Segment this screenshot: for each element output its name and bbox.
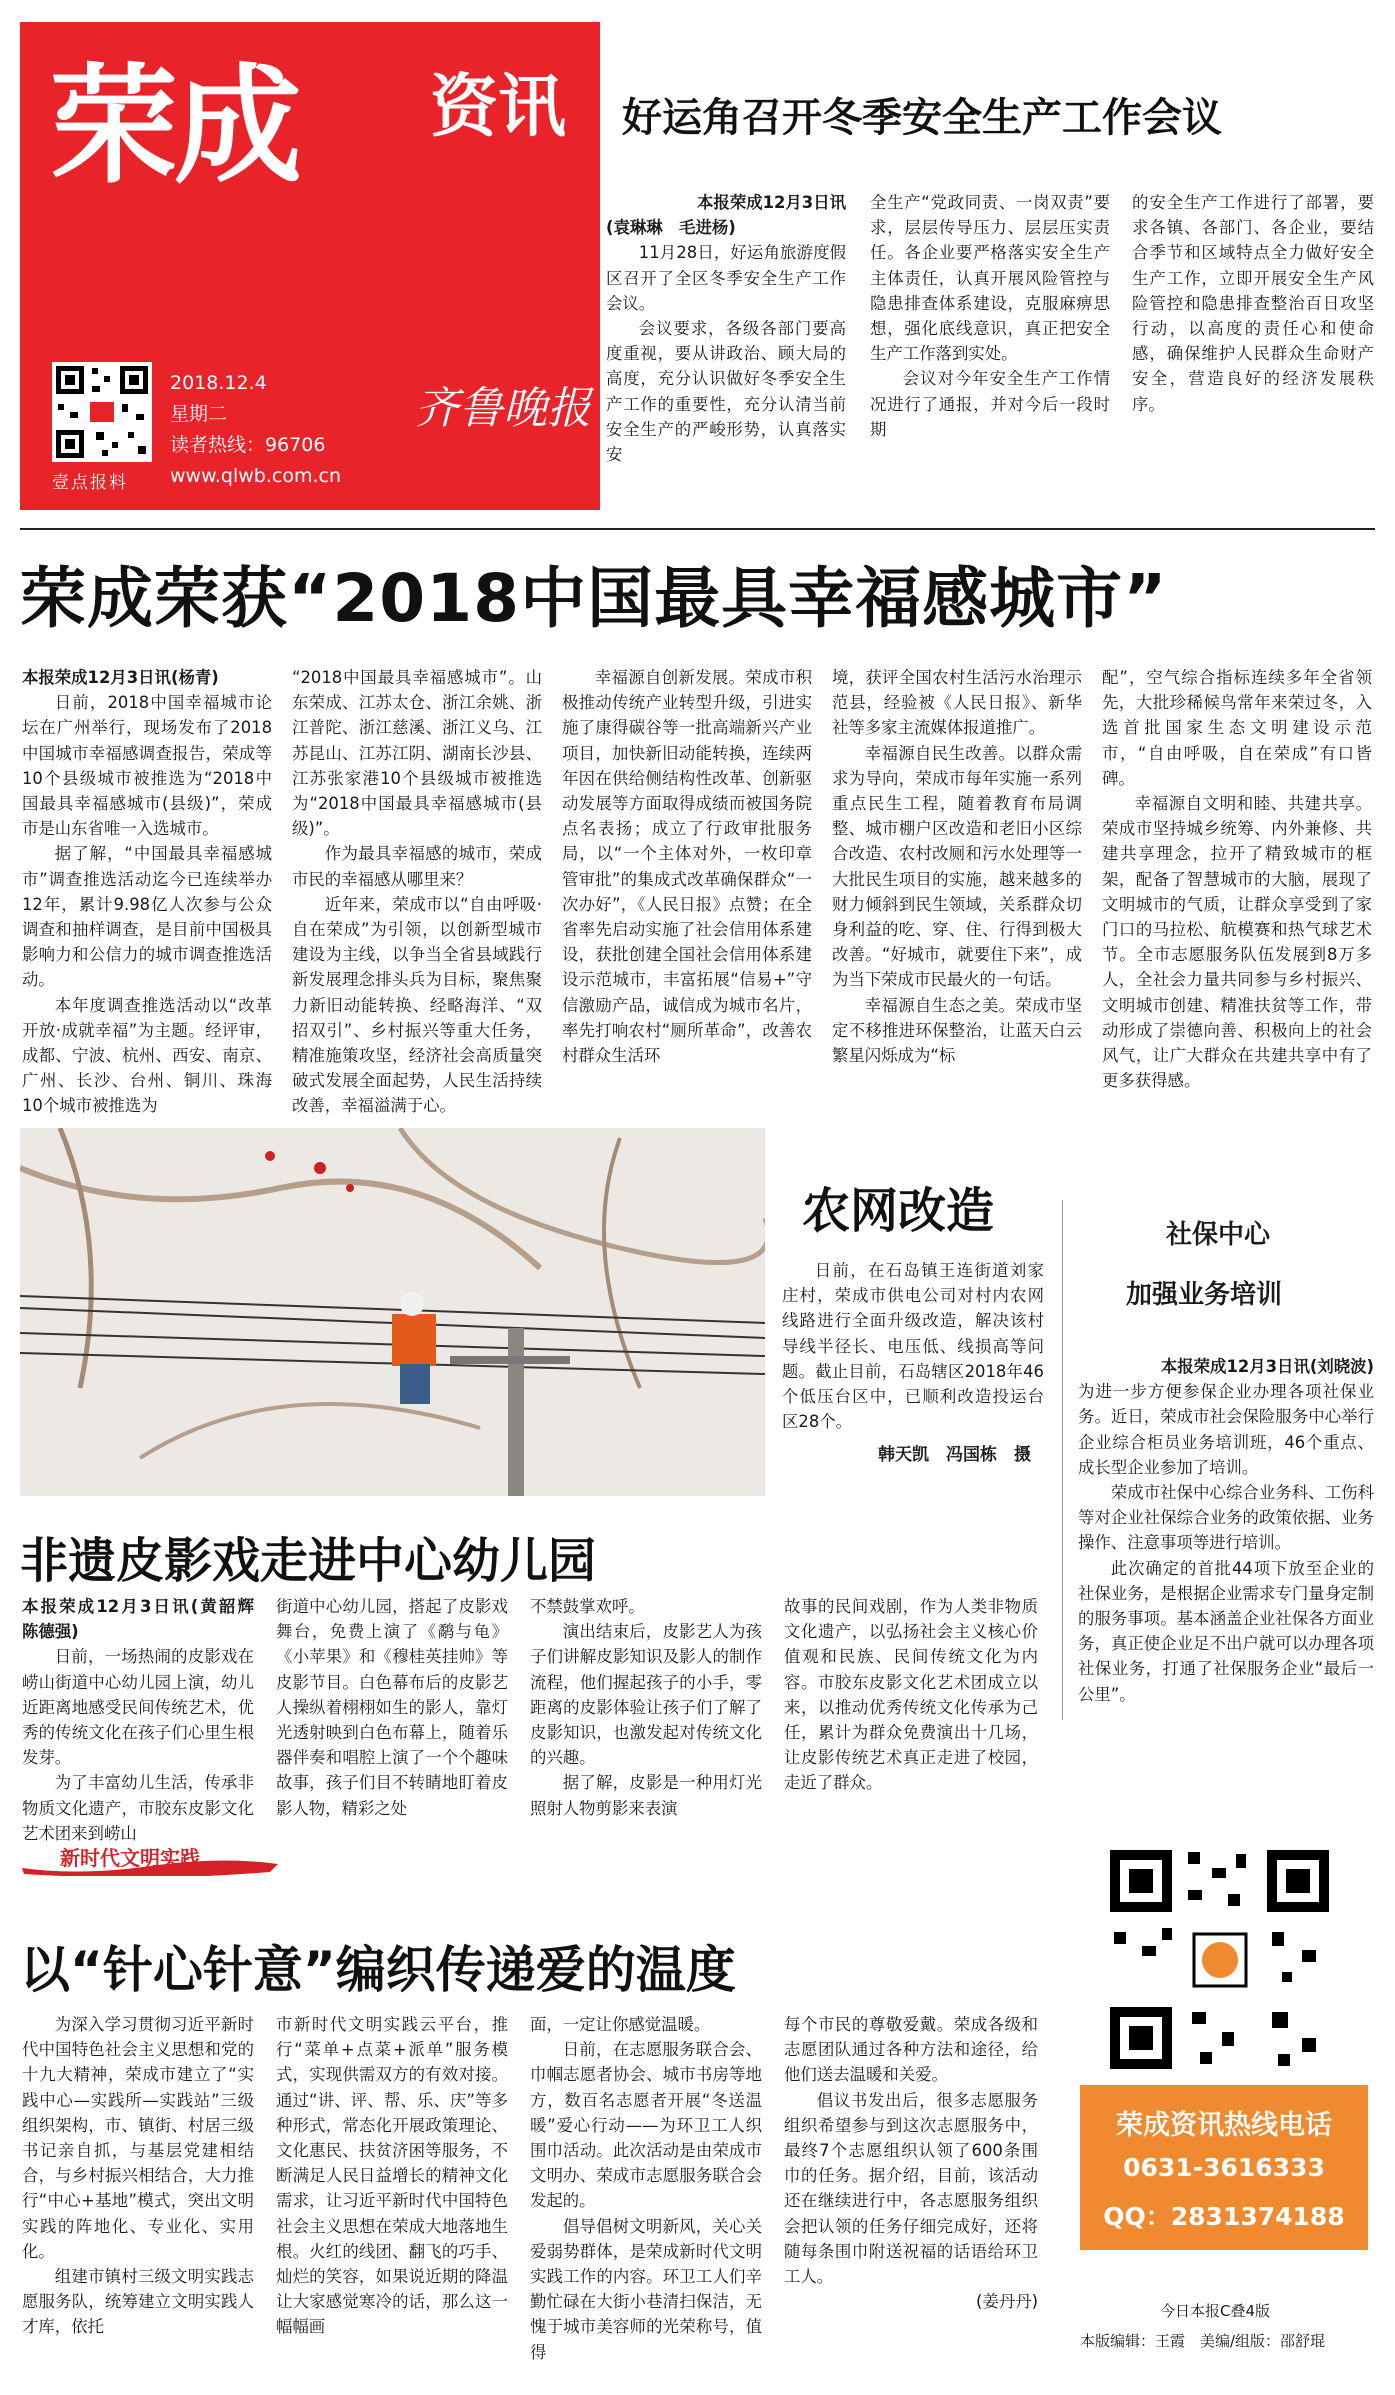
section-tag xyxy=(20,1842,280,1876)
article2-col4 xyxy=(832,665,1082,1068)
article3-para1: 为进一步方便参保企业办理各项社保业务。近日，荣成市社会保险服务中心举行企业综合柜员业务培训班，46个重点、成长型企业参加了培训。 xyxy=(1078,1382,1374,1477)
article1-para2: 会议要求，各级各部门要高度重视，要从讲政治、顾大局的高度，充分认识做好冬季安全生产工作的重要性，充分认清当前安全生产的严峻形势，认真落实安 xyxy=(606,319,846,465)
article2-para11: 配”，空气综合指标连续多年全省领先，大批珍稀候鸟常年来荣过冬，入选首批国家生态文明建设示范市，“自由呼吸，自在荣成”有口皆碑。 xyxy=(1102,668,1372,788)
article1-col1 xyxy=(606,190,846,467)
article2-col3 xyxy=(562,665,812,1068)
article5-para1: 为深入学习贯彻习近平新时代中国特色社会主义思想和党的十九大精神，荣成市建立了“实践中心—实践所—实践站”三级组织架构，市、镇街、村居三级书记亲自抓，与基层党建相结合，与乡村振兴相结合，大力推行“中心+基地”模式，突出文明实践的阵地化、专业化、实用化。 xyxy=(22,2015,254,2261)
masthead-qr-code[interactable] xyxy=(52,362,152,462)
qr-code-icon xyxy=(1102,1842,1337,2077)
article2-byline: 本报荣成12月3日讯(杨青) xyxy=(22,668,219,687)
divider xyxy=(20,528,1375,530)
article5-para6: 倡导倡树文明新风，关心关爱弱势群体，是荣成新时代文明实践工作的内容。环卫工人们辛勤忙碌在大街小巷清扫保洁，无愧于城市美容师的光荣称号，值得 xyxy=(530,2216,762,2362)
article3-byline: 本报荣成12月3日讯(刘晓波) xyxy=(1160,1357,1374,1376)
article2-para2: 据了解，“中国最具幸福感城市”调查推选活动迄今已连续举办12年，累计9.98亿人次参与公众调查和抽样调查，是目前中国极具影响力和公信力的城市调查推选活动。 xyxy=(22,844,272,990)
article5-para5: 日前，在志愿服务联合会、巾帼志愿者协会、城市书房等地方，数百名志愿者开展“冬送温暖”爱心行动——为环卫工人织围巾活动。此次活动是由荣成市文明办、荣成市志愿服务联合会发起的。 xyxy=(530,2040,762,2211)
article1-para4: 会议对今年安全生产工作情况进行了通报，并对今后一段时期 xyxy=(870,369,1110,439)
article2-para9: 幸福源自民生改善。以群众需求为导向，荣成市每年实施一系列重点民生工程，随着教育布局调整、城市棚户区改造和老旧小区综合改造、农村改厕和污水处理等一大批民生项目的实施，越来越多的财力倾斜到民生领域，关系群众切身利益的吃、穿、住、行得到极大改善。“好城市，就要住下来”，成为当下荣成市民最火的一句话。 xyxy=(832,743,1082,990)
article4-para2: 为了丰富幼儿生活，传承非物质文化遗产，市胶东皮影文化艺术团来到崂山 xyxy=(22,1773,254,1843)
article3-para2: 荣成市社保中心综合业务科、工伤科等对企业社保综合业务的政策依据、业务操作、注意事项等进行培训。 xyxy=(1078,1483,1374,1553)
article1-byline2: (袁琳琳 毛进杨) xyxy=(606,218,736,238)
article2-para1: 日前，2018中国幸福城市论坛在广州举行，现场发布了2018中国城市幸福感调查报告，荣成等10个县级城市被推选为“2018中国最具幸福感城市(县级)”，荣成市是山东省唯一入选城市。 xyxy=(22,693,272,839)
article2-para3: 本年度调查推选活动以“改革开放·成就幸福”为主题。经评审，成都、宁波、杭州、西安、南京、广州、长沙、台州、铜川、珠海10个城市被推选为 xyxy=(22,995,272,1116)
article2-col1 xyxy=(22,665,272,1119)
article3-para3: 此次确定的首批44项下放至企业的社保业务，是根据企业需求专门量身定制的服务事项。基本涵盖企业社保各方面业务，真正使企业足不出户就可以办理各项社保业务，打通了社保服务企业“最后一公里”。 xyxy=(1078,1558,1374,1704)
article1-col3 xyxy=(1132,190,1374,417)
hotline-title: 荣成资讯热线电话 xyxy=(1116,2110,1332,2141)
article4-headline: 非遗皮影戏走进中心幼儿园 xyxy=(20,1533,597,1589)
article2-para6: 近年来，荣成市以“自由呼吸·自在荣成”为引领，以创新型城市建设为主线，以争当全省县域践行新发展理念排头兵为目标，聚焦聚力新旧动能转换、经略海洋、“双招双引”、乡村振兴等重大任务，精准施策攻坚，经济社会高质量突破式发展全面起势，人民生活持续改善，幸福溢满于心。 xyxy=(292,894,542,1116)
hotline-qq[interactable]: QQ：2831374188 xyxy=(1103,2202,1345,2231)
article5-para4: 面，一定让你感觉温暖。 xyxy=(530,2015,711,2034)
article4-col3 xyxy=(530,1594,762,1821)
article4-col2 xyxy=(276,1594,508,1821)
article5-para2: 组建市镇村三级文明实践志愿服务队，统筹建立文明实践人才库，依托 xyxy=(22,2267,254,2337)
article1-byline: 本报荣成12月3日讯 xyxy=(697,193,846,212)
article2-para5: 作为最具幸福感的城市，荣成市民的幸福感从哪里来？ xyxy=(292,844,542,889)
news-photo xyxy=(20,1128,765,1496)
article4-col4 xyxy=(784,1594,1038,1796)
article5-para8: 倡议书发出后，很多志愿服务组织希望参与到这次志愿服务中，最终7个志愿组织认领了600条围巾的任务。据介绍，目前，该活动还在继续进行中，各志愿服务组织会把认领的任务仔细完成好，还将随每条围巾附送祝福的话语给环卫工人。 xyxy=(784,2090,1038,2287)
footer-note: 今日本报C叠4版 xyxy=(1160,2302,1271,2320)
issue-date: 2018.12.4 xyxy=(170,372,267,394)
masthead xyxy=(20,22,600,510)
masthead-subtitle: 资讯 xyxy=(430,68,567,147)
article2-para10: 幸福源自生态之美。荣成市坚定不移推进环保整治，让蓝天白云繁星闪烁成为“标 xyxy=(832,995,1082,1066)
website-link[interactable]: www.qlwb.com.cn xyxy=(170,465,341,487)
reader-hotline: 读者热线：96706 xyxy=(170,434,326,456)
article4-para5: 演出结束后，皮影艺人为孩子们讲解皮影知识及影人的制作流程，他们握起孩子的小手，零距离的皮影体验让孩子们了解了皮影知识，也激发起对传统文化的兴趣。 xyxy=(530,1622,762,1768)
hotline-phone[interactable]: 0631-3616333 xyxy=(1123,2153,1325,2182)
section-tag-label: 新时代文明实践 xyxy=(60,1846,200,1870)
divider xyxy=(1062,1200,1063,1720)
photo-credit: 韩天凯 冯国栋 摄 xyxy=(878,1445,1031,1465)
article2-para7: 幸福源自创新发展。荣成市积极推动传统产业转型升级，引进实施了康得碳谷等一批高端新兴产业项目，加快新旧动能转换，连续两年因在供给侧结构性改革、创新驱动发展等方面取得成绩而被国务院点名表扬；成立了行政审批服务局，以“一个主体对外，一枚印章管审批”的集成式改革确保群众“一次办好”，《人民日报》点赞；在全省率先启动实施了社会信用体系建设，获批创建全国社会信用体系建设示范城市，丰富拓展“信易+”守信激励产品，诚信成为城市名片，率先打响农村“厕所革命”，改善农村群众生活环 xyxy=(562,668,812,1066)
article2-para12: 幸福源自文明和睦、共建共享。荣成市坚持城乡统筹、内外兼修、共建共享理念，拉开了精致城市的框架，配备了智慧城市的大脑，展现了文明城市的气质，让群众享受到了家门口的马拉松、航模赛和热气球艺术节。全市志愿服务队伍发展到8万多人，全社会力量共同参与乡村振兴、文明城市创建、精准扶贫等工作，带动形成了崇德向善、积极向上的社会风气，让广大群众在共建共享中有了更多获得感。 xyxy=(1102,794,1372,1091)
article4-para7: 故事的民间戏剧，作为人类非物质文化遗产，以弘扬社会主义核心价值观和民族、民间传统文化为内容。市胶东皮影文化艺术团成立以来，以推动优秀传统文化传承为己任，累计为群众免费演出十几场，让皮影传统艺术真正走进了校园，走近了群众。 xyxy=(784,1597,1038,1793)
article2-headline: 荣成荣获“2018中国最具幸福感城市” xyxy=(20,560,1168,637)
article5-headline: 以“针心针意”编织传递爱的温度 xyxy=(20,1941,736,1999)
hotline-box xyxy=(1080,2085,1368,2250)
article1-headline: 好运角召开冬季安全生产工作会议 xyxy=(622,95,1222,141)
footer-editors: 本版编辑：王霞 美编/组版：邵舒琨 xyxy=(1080,2332,1326,2350)
article1-para1: 11月28日，好运角旅游度假区召开了全区冬季安全生产工作会议。 xyxy=(606,243,846,313)
article4-para3: 街道中心幼儿园，搭起了皮影戏舞台，免费上演了《鹬与龟》《小苹果》和《穆桂英挂帅》等皮影节目。白色幕布后的皮影艺人操纵着栩栩如生的影人，靠灯光透射映到白色布幕上，随着乐器伴奏和唱腔上演了一个个趣味故事，孩子们目不转睛地盯着皮影人物，精彩之处 xyxy=(276,1597,508,1818)
article3-headline-line1: 社保中心 xyxy=(1166,1220,1271,1250)
article2-para8: 境，获评全国农村生活污水治理示范县，经验被《人民日报》、新华社等多家主流媒体报道推广。 xyxy=(832,668,1082,738)
article4-para1: 日前，一场热闹的皮影戏在崂山街道中心幼儿园上演，幼儿近距离地感受民间传统艺术，优秀的传统文化在孩子们心里生根发芽。 xyxy=(22,1647,254,1768)
article5-col3 xyxy=(530,2012,762,2365)
brand-logo: 齐鲁晚报 xyxy=(415,383,591,434)
qr-code-icon xyxy=(52,362,152,462)
article5-author: (姜丹丹) xyxy=(976,2292,1038,2312)
article1-para5: 的安全生产工作进行了部署，要求各镇、各部门、各企业，要结合季节和区域特点全力做好安全生产工作，立即开展安全生产风险管控和隐患排查整治百日攻坚行动，以高度的责任心和使命感，确保维护人民群众生命财产安全，营造良好的经济发展秩序。 xyxy=(1132,193,1374,414)
article5-col1 xyxy=(22,2012,254,2340)
article5-col2 xyxy=(276,2012,508,2340)
masthead-title: 荣成 xyxy=(50,52,299,201)
article4-byline: 本报荣成12月3日讯(黄韶辉 陈德强) xyxy=(22,1597,271,1642)
article3-body xyxy=(1078,1354,1374,1707)
qr-label: 壹点报料 xyxy=(52,473,128,493)
photo-story-body: 日前，在石岛镇王连街道刘家庄村，荣成市供电公司对村内农网线路进行全面升级改造，解决该村导线半径长、电压低、线损高等问题。截止目前，石岛辖区2018年46个低压台区中，已顺利改造投运台区28个。 xyxy=(782,1261,1044,1432)
article2-col2 xyxy=(292,665,542,1119)
article5-para3: 市新时代文明实践云平台，推行“菜单+点菜+派单”服务模式，实现供需双方的有效对接。通过“讲、评、帮、乐、庆”等多种形式，常态化开展政策理论、文化惠民、扶贫济困等服务，不断满足人民日益增长的精神文化需求，让习近平新时代中国特色社会主义思想在荣成大地落地生根。火红的线团、翻飞的巧手、灿烂的笑容，如果说近期的降温让大家感觉寒冷的话，那么这一幅幅画 xyxy=(276,2015,508,2337)
issue-weekday: 星期二 xyxy=(170,403,228,425)
article2-col5 xyxy=(1102,665,1372,1093)
article2-para4: “2018中国最具幸福感城市”。山东荣成、江苏太仓、浙江余姚、浙江普陀、浙江慈溪、浙江义乌、江苏昆山、江苏江阴、湖南长沙县、江苏张家港10个县级城市被推选为“2018中国最具幸福感城市(县级)”。 xyxy=(292,668,542,839)
article4-para6: 据了解，皮影是一种用灯光照射人物剪影来表演 xyxy=(530,1773,762,1818)
article1-col2 xyxy=(870,190,1110,442)
article4-col1 xyxy=(22,1594,271,1846)
article5-para7: 每个市民的尊敬爱戴。荣成各级和志愿团队通过各种方法和途径，给他们送去温暖和关爱。 xyxy=(784,2015,1038,2085)
hotline-qr-code[interactable] xyxy=(1102,1842,1337,2077)
photo-story-body-wrap xyxy=(782,1258,1044,1434)
article3-headline-line2: 加强业务培训 xyxy=(1126,1280,1283,1310)
photo-story-headline: 农网改造 xyxy=(802,1183,995,1239)
article1-para3: 全生产“党政同责、一岗双责”要求，层层传导压力、层层压实责任。各企业要严格落实安全生产主体责任，认真开展风险管控与隐患排查体系建设，克服麻痹思想，强化底线意识，真正把安全生产工作落到实处。 xyxy=(870,193,1110,364)
article4-para4: 不禁鼓掌欢呼。 xyxy=(530,1597,645,1616)
article5-col4 xyxy=(784,2012,1038,2314)
power-line-worker-photo xyxy=(20,1128,765,1496)
